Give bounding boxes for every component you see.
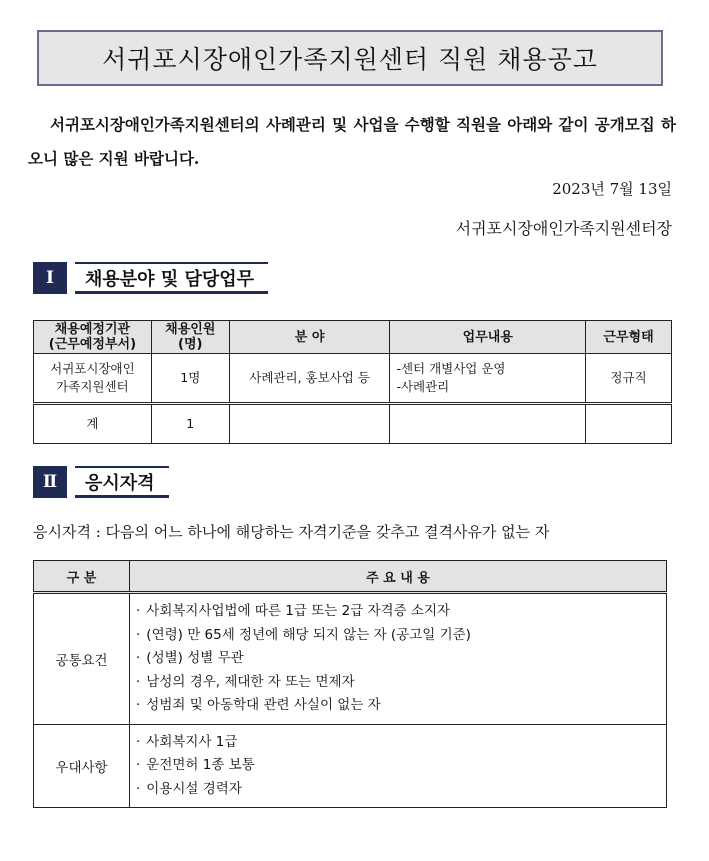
header-org-line1: 채용예정기관: [54, 322, 131, 337]
header-category: 구 분: [34, 561, 130, 593]
list-item: · (성별) 성별 무관: [136, 647, 660, 671]
issuer-name: 서귀포시장애인가족지원센터장: [455, 219, 672, 238]
recruitment-table: [33, 320, 672, 444]
cell-field: 사례관리, 홍보사업 등: [229, 354, 390, 404]
section-2-heading: [33, 466, 169, 498]
section-2-title: 응시자격: [75, 466, 169, 498]
list-item: · 사회복지사 1급: [136, 731, 660, 755]
list-item: · 성범죄 및 아동학대 관련 사실이 없는 자: [136, 694, 660, 718]
preferred-qualifications: [130, 724, 667, 808]
header-field: 분 야: [229, 321, 390, 354]
list-item: · 이용시설 경력자: [136, 778, 660, 802]
qualification-table: [33, 560, 667, 808]
category-common: 공통요건: [34, 593, 130, 725]
total-empty: [229, 404, 390, 444]
total-count: 1: [151, 404, 229, 444]
table-row: [34, 724, 667, 808]
cell-org-line2: 가족지원센터: [56, 379, 129, 394]
cell-org: [34, 354, 152, 404]
total-empty: [390, 404, 586, 444]
recruitment-table-header: [34, 321, 672, 354]
total-label: 계: [34, 404, 152, 444]
page-title: [37, 30, 663, 86]
table-row: [34, 354, 672, 404]
header-content: 주 요 내 용: [130, 561, 667, 593]
list-item: · 사회복지사업법에 따른 1급 또는 2급 자격증 소지자: [136, 600, 660, 624]
list-item: · 남성의 경우, 제대한 자 또는 면제자: [136, 671, 660, 695]
header-org-line2: (근무예정부서): [48, 337, 137, 352]
duty-item: -센터 개별사업 운영: [396, 361, 506, 376]
cell-count: 1명: [151, 354, 229, 404]
announcement-date: 2023년 7월 13일: [552, 180, 672, 198]
duty-item: -사례관리: [396, 379, 450, 394]
section-2-number: Ⅱ: [33, 466, 67, 498]
section-1-heading: [33, 262, 268, 294]
header-count-line2: (명): [178, 337, 203, 352]
total-empty: [586, 404, 672, 444]
list-item: · 운전면허 1종 보통: [136, 754, 660, 778]
total-row: [34, 404, 672, 444]
intro-paragraph: 서귀포시장애인가족지원센터의 사례관리 및 사업을 수행할 직원을 아래와 같이 공개모집 하오니 많은 지원 바랍니다.: [28, 115, 676, 168]
cell-org-line1: 서귀포시장애인: [50, 361, 135, 376]
category-preferred: 우대사항: [34, 724, 130, 808]
page-title-text: 서귀포시장애인가족지원센터 직원 채용공고: [102, 45, 598, 74]
qualification-table-header: [34, 561, 667, 593]
header-duties: 업무내용: [390, 321, 586, 354]
cell-type: 정규직: [586, 354, 672, 404]
table-row: [34, 593, 667, 725]
section-1-number: Ⅰ: [33, 262, 67, 294]
list-item: · (연령) 만 65세 정년에 해당 되지 않는 자 (공고일 기준): [136, 624, 660, 648]
header-type: 근무형태: [586, 321, 672, 354]
section-1-title: 채용분야 및 담당업무: [75, 262, 268, 294]
cell-duties: [390, 354, 586, 404]
qualification-description: 응시자격 : 다음의 어느 하나에 해당하는 자격기준을 갖추고 결격사유가 없는 자: [33, 523, 550, 541]
header-count-line1: 채용인원: [165, 322, 216, 337]
common-requirements: [130, 593, 667, 725]
header-count: [151, 321, 229, 354]
header-org: [34, 321, 152, 354]
